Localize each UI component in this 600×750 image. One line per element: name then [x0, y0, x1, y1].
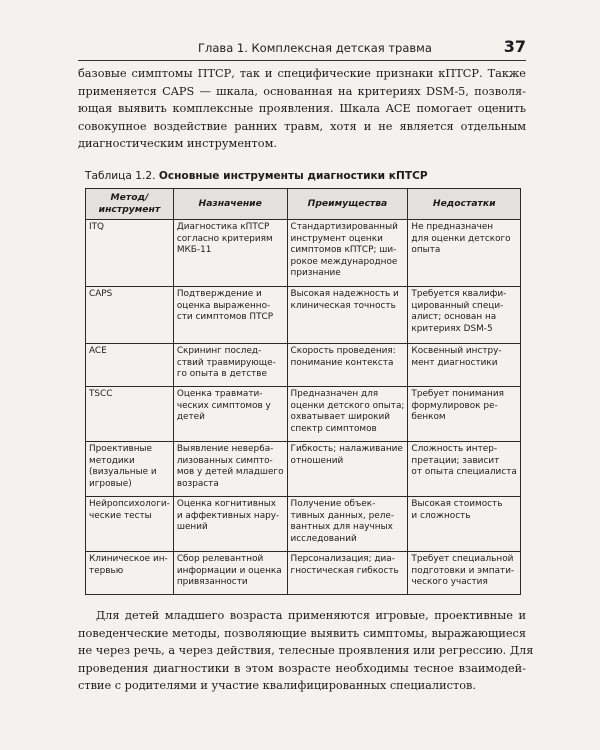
table-row [86, 387, 521, 442]
table-row [86, 344, 521, 387]
intro-paragraph [78, 65, 526, 153]
table-row [86, 287, 521, 344]
cell-disadvantages: Высокая стоимость и сложность [408, 497, 521, 552]
header-advantages: Преимущества [287, 189, 408, 220]
header-purpose: Назначение [173, 189, 287, 220]
chapter-title: Глава 1. Комплексная детская травма [198, 41, 432, 55]
cell-disadvantages: Косвенный инстру- мент диагностики [408, 344, 521, 387]
cell-advantages: Скорость проведения: понимание контекста [287, 344, 408, 387]
cell-method: TSCC [86, 387, 174, 442]
table-caption [85, 170, 428, 182]
text-line: проведения диагностики в этом возрасте необходимы тесное взаимодей- [78, 661, 526, 675]
text-line: ствие с родителями и участие квалифицированных специалистов. [78, 679, 476, 693]
cell-method: CAPS [86, 287, 174, 344]
cell-method: Нейропсихологи- ческие тесты [86, 497, 174, 552]
header-disadvantages: Недостатки [408, 189, 521, 220]
cell-disadvantages: Требуется квалифи- цированный специ- алист; основан на критериях DSM-5 [408, 287, 521, 344]
text-line: не через речь, а через действия, телесные проявления или регрессию. Для [78, 644, 534, 658]
cell-method: ACE [86, 344, 174, 387]
cell-purpose: Выявление невер6а- лизованных симпто- мов у детей младшего возраста [173, 442, 287, 497]
cell-advantages: Стандартизированный инструмент оценки симптомов кПТСР; ши- рокое международное признание [287, 220, 408, 287]
closing-paragraph [78, 607, 534, 695]
page-number: 37 [503, 37, 526, 56]
text-line: Для детей младшего возраста применяются игровые, проективные и [96, 609, 526, 622]
cell-method: Клиническое ин- тервью [86, 552, 174, 595]
text-line: диагностическим инструментом. [78, 137, 277, 151]
cell-purpose: Сбор релевантной информации и оценка привязанности [173, 552, 287, 595]
cell-disadvantages: Сложность интер- претации; зависит от опыта специалиста [408, 442, 521, 497]
table-caption-label: Таблица 1.2. [85, 170, 156, 182]
text-line: поведенческие методы, позволяющие выявить симптомы, выражающиеся [78, 626, 526, 640]
text-line: ющая выявить комплексные проявления. Шкала ACE помогает оценить [78, 102, 526, 116]
running-head [78, 38, 526, 61]
text-line: применяется CAPS — шкала, основанная на критериях DSM-5, позволя- [78, 84, 526, 98]
text-line: совокупное воздействие ранних травм, хотя и не является отдельным [78, 119, 526, 133]
cell-disadvantages: Не предназначен для оценки детского опыта [408, 220, 521, 287]
cell-advantages: Высокая надежность и клиническая точность [287, 287, 408, 344]
cell-advantages: Гибкость; налаживание отношений [287, 442, 408, 497]
table-row [86, 497, 521, 552]
cell-method: ITQ [86, 220, 174, 287]
header-method: Метод/ инструмент [86, 189, 174, 220]
table-row [86, 552, 521, 595]
cell-purpose: Скрининг послед- ствий травмирующе- го опыта в детстве [173, 344, 287, 387]
cell-purpose: Оценка когнитивных и аффективных нару- шений [173, 497, 287, 552]
cell-purpose: Подтверждение и оценка выраженно- сти симптомов ПТСР [173, 287, 287, 344]
cell-disadvantages: Требует специальной подготовки и эмпати- ческого участия [408, 552, 521, 595]
table-row [86, 220, 521, 287]
cell-purpose: Оценка травмати- ческих симптомов у детей [173, 387, 287, 442]
cell-method: Проективные методики (визуальные и игровые) [86, 442, 174, 497]
diagnostic-tools-table [85, 188, 521, 595]
cell-advantages: Получение объек- тивных данных, реле- вантных для научных исследований [287, 497, 408, 552]
cell-advantages: Персонализация; диа- гностическая гибкость [287, 552, 408, 595]
cell-disadvantages: Требует понимания формулировок ре- бенком [408, 387, 521, 442]
table-caption-title: Основные инструменты диагностики кПТСР [158, 170, 428, 182]
table-header-row [86, 189, 521, 220]
cell-purpose: Диагностика кПТСР согласно критериям МКБ-11 [173, 220, 287, 287]
text-line: базовые симптомы ПТСР, так и специфические признаки кПТСР. Также [78, 67, 526, 80]
cell-advantages: Предназначен для оценки детского опыта; охватывает широкий спектр симптомов [287, 387, 408, 442]
table-row [86, 442, 521, 497]
